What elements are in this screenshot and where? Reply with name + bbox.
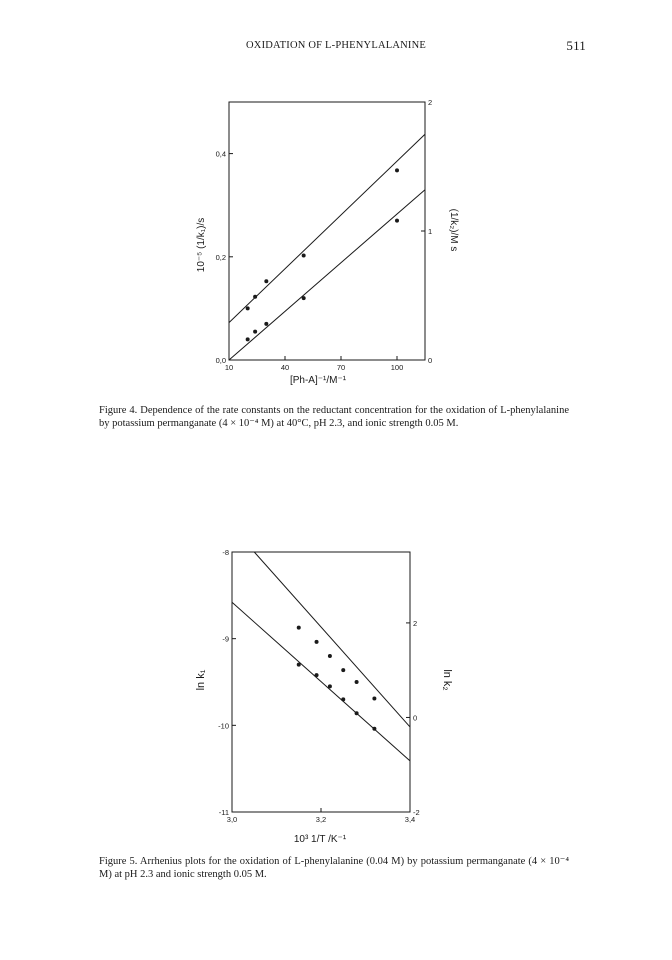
x-tick-label: 40 <box>280 363 290 372</box>
series-2-point <box>395 219 399 223</box>
x-tick-label: 3,4 <box>404 815 416 824</box>
y2-tick-label: 1 <box>428 227 433 236</box>
series-1-point <box>297 626 301 630</box>
series-2-point <box>328 684 332 688</box>
y-tick-label: -11 <box>218 808 229 817</box>
series-2-fit-line <box>229 190 425 360</box>
x-tick-label: 3,0 <box>226 815 238 824</box>
figure-4-chart <box>0 90 672 490</box>
figure-5-caption: Figure 5. Arrhenius plots for the oxidation of L-phenylalanine (0.04 M) by potassium permanganate (4 × 10⁻⁴ M) at pH 2.3 and ionic strength 0.05 M. <box>99 856 569 880</box>
series-1-point <box>328 654 332 658</box>
series-2-point <box>372 727 376 731</box>
fig4-x-axis-label: [Ph-A]⁻¹/M⁻¹ <box>289 375 347 386</box>
x-tick-label: 10 <box>224 363 234 372</box>
y-tick-label: -9 <box>222 634 229 644</box>
series-1-point <box>246 306 250 310</box>
fig4-plot-frame <box>229 102 425 360</box>
y2-tick-label: 2 <box>428 98 433 107</box>
y-tick-label: -10 <box>218 721 229 731</box>
series-1-fit-line <box>229 134 425 322</box>
series-2-point <box>297 663 301 667</box>
series-2-point <box>355 711 359 715</box>
x-tick-label: 100 <box>390 363 404 372</box>
y-tick-label: -8 <box>222 548 229 557</box>
fig5-x-axis-label: 10³ 1/T /K⁻¹ <box>293 834 347 845</box>
series-2-point <box>253 330 257 334</box>
y-tick-label: 0,2 <box>215 252 226 262</box>
series-1-fit-line <box>254 552 410 727</box>
y2-tick-label: 0 <box>413 713 418 723</box>
figure-5-chart <box>0 540 672 880</box>
series-1-point <box>355 680 359 684</box>
y2-tick-label: 0 <box>428 356 433 365</box>
fig4-y-axis-label: 10⁻⁵ (1/k₁)/s <box>196 217 207 273</box>
fig5-y2-axis-label: ln k₂ <box>441 669 453 691</box>
series-2-point <box>246 337 250 341</box>
series-2-point <box>302 296 306 300</box>
series-1-point <box>302 254 306 258</box>
x-tick-label: 70 <box>336 363 346 372</box>
series-1-point <box>372 697 376 701</box>
series-2-point <box>315 673 319 677</box>
series-2-fit-line <box>232 602 410 761</box>
series-2-point <box>264 322 268 326</box>
series-1-point <box>315 640 319 644</box>
series-1-point <box>253 295 257 299</box>
figure-4-caption: Figure 4. Dependence of the rate constants on the reductant concentration for the oxidation of L-phenylalanine by potassium permanganate (4 × 10⁻⁴ M) at 40°C, pH 2.3, and ionic strength 0.05 M. <box>99 405 569 429</box>
fig5-y-axis-label: ln k₁ <box>195 669 207 691</box>
series-2-point <box>341 697 345 701</box>
fig4-y2-axis-label: (1/k₂)/M s <box>448 208 459 252</box>
y-tick-label: 0,0 <box>215 356 226 365</box>
page-number: 511 <box>566 38 586 53</box>
series-1-point <box>341 668 345 672</box>
y-tick-label: 0,4 <box>215 149 226 159</box>
series-1-point <box>264 279 268 283</box>
x-tick-label: 3,2 <box>315 815 327 824</box>
y2-tick-label: -2 <box>413 808 420 817</box>
y2-tick-label: 2 <box>413 618 418 628</box>
series-1-point <box>395 168 399 172</box>
running-title: OXIDATION OF L-PHENYLALANINE <box>246 40 426 51</box>
